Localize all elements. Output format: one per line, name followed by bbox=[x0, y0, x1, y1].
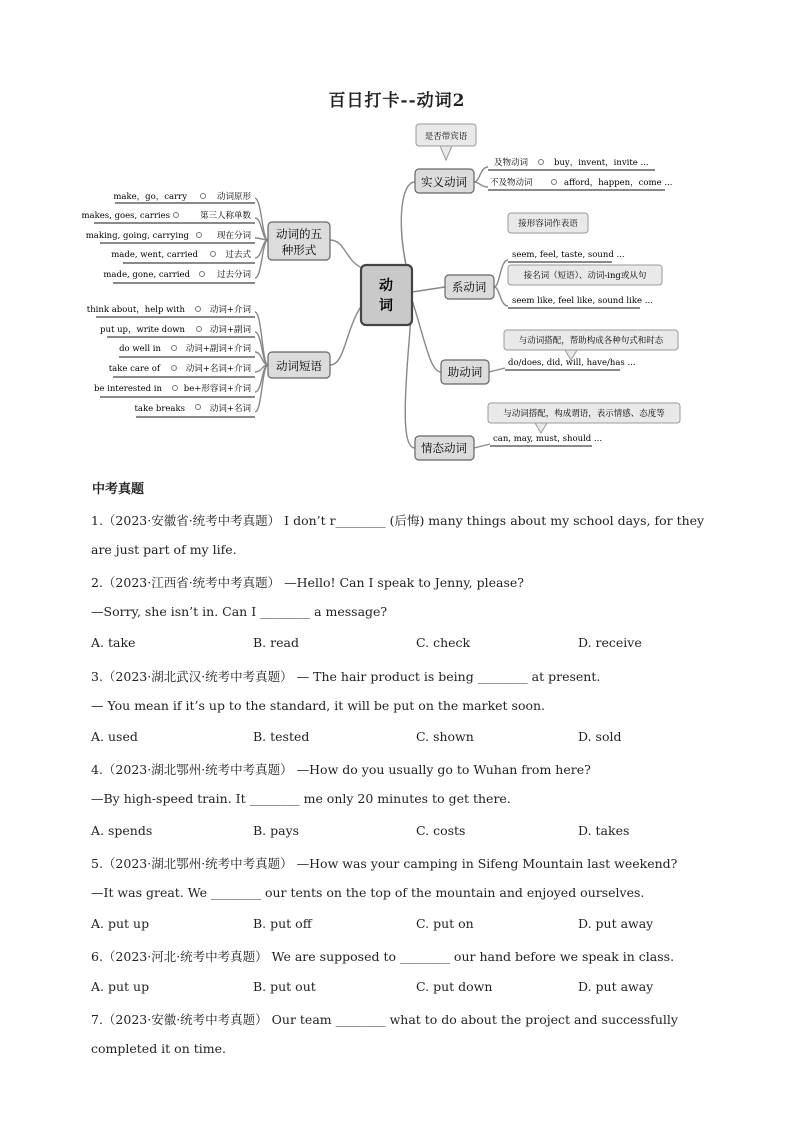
question-line: 4.（2023·湖北鄂州·统考中考真题） —How do you usually go to Wuhan from here? bbox=[91, 762, 591, 777]
option-a: A. spends bbox=[91, 823, 153, 838]
question-line: 6.（2023·河北·统考中考真题） We are supposed to ________ our hand before we speak in class. bbox=[91, 949, 675, 964]
phrase-en-6: take breaks bbox=[134, 404, 185, 414]
option-d: D. sold bbox=[578, 729, 622, 744]
form-en-5: made, gone, carried bbox=[103, 270, 190, 280]
option-b: B. pays bbox=[253, 823, 300, 838]
question-line: 1.（2023·安徽省·统考中考真题） I don’t r________ (后悔) many things about my school days, for they bbox=[91, 513, 705, 528]
form-zh-2: 第三人称单数 bbox=[199, 211, 251, 221]
note-auxiliary: 与动词搭配，帮助构成各种句式和时态 bbox=[518, 336, 664, 346]
question-line: 5.（2023·湖北鄂州·统考中考真题） —How was your camping in Sifeng Mountain last weekend? bbox=[91, 856, 678, 871]
option-c: C. put down bbox=[416, 979, 493, 994]
verb-mind-map bbox=[0, 0, 794, 470]
question-line: are just part of my life. bbox=[91, 542, 237, 557]
option-a: A. take bbox=[91, 635, 136, 650]
phrase-zh-3: 动词+副词+介词 bbox=[185, 344, 251, 354]
topic-notional-verbs: 实义动词 bbox=[421, 175, 467, 189]
option-b: B. put off bbox=[253, 916, 312, 931]
modal-item: can, may, must, should ... bbox=[493, 434, 603, 444]
phrase-en-5: be interested in bbox=[93, 384, 162, 394]
notional-key-1: 及物动词 bbox=[494, 158, 529, 168]
question-line: 2.（2023·江西省·统考中考真题） —Hello! Can I speak to Jenny, please? bbox=[91, 575, 524, 590]
question-line: — You mean if it’s up to the standard, it will be put on the market soon. bbox=[91, 698, 546, 713]
linking-item-2: seem like, feel like, sound like ... bbox=[512, 296, 653, 306]
question-line: 3.（2023·湖北武汉·统考中考真题） — The hair product is being ________ at present. bbox=[91, 669, 601, 684]
linking-item-1: seem, feel, taste, sound ... bbox=[512, 250, 625, 260]
center-label-1: 动 bbox=[379, 278, 393, 294]
option-a: A. put up bbox=[91, 916, 150, 931]
option-c: C. costs bbox=[416, 823, 466, 838]
phrase-zh-1: 动词+介词 bbox=[209, 305, 251, 315]
form-en-1: make，go，carry bbox=[113, 192, 187, 202]
option-c: C. shown bbox=[416, 729, 474, 744]
notional-val-1: buy，invent，invite ... bbox=[554, 158, 649, 168]
center-label-2: 词 bbox=[379, 298, 393, 314]
option-c: C. put on bbox=[416, 916, 474, 931]
note-object: 是否带宾语 bbox=[424, 132, 468, 142]
option-b: B. tested bbox=[253, 729, 310, 744]
note-modal: 与动词搭配，构成谓语，表示情感、态度等 bbox=[503, 409, 665, 419]
question-line: 7.（2023·安徽·统考中考真题） Our team ________ what to do about the project and successfully bbox=[91, 1012, 678, 1027]
option-d: D. put away bbox=[578, 916, 654, 931]
phrase-en-4: take care of bbox=[108, 364, 160, 374]
auxiliary-item: do/does, did, will, have/has ... bbox=[508, 358, 636, 368]
topic-modal-verbs: 情态动词 bbox=[421, 441, 467, 455]
option-d: D. takes bbox=[578, 823, 630, 838]
notional-key-2: 不及物动词 bbox=[490, 178, 533, 188]
form-zh-4: 过去式 bbox=[225, 250, 251, 260]
option-a: A. used bbox=[91, 729, 138, 744]
phrase-zh-4: 动词+名词+介词 bbox=[185, 364, 251, 374]
topic-five-forms-l1: 动词的五 bbox=[276, 227, 322, 241]
option-b: B. put out bbox=[253, 979, 316, 994]
page-title: 百日打卡--动词2 bbox=[328, 91, 466, 111]
notional-val-2: afford，happen，come ... bbox=[564, 178, 673, 188]
phrase-zh-6: 动词+名词 bbox=[209, 404, 251, 414]
form-zh-5: 过去分词 bbox=[216, 270, 251, 280]
form-zh-1: 动词原形 bbox=[216, 192, 251, 202]
option-d: D. receive bbox=[578, 635, 642, 650]
phrase-en-2: put up，write down bbox=[100, 325, 185, 335]
question-line: —By high-speed train. It ________ me only 20 minutes to get there. bbox=[91, 791, 511, 806]
phrase-en-3: do well in bbox=[119, 344, 161, 354]
option-b: B. read bbox=[253, 635, 299, 650]
topic-five-forms-l2: 种形式 bbox=[281, 243, 317, 257]
form-en-3: making, going, carrying bbox=[85, 231, 189, 241]
note-adjective: 接形容词作表语 bbox=[518, 219, 578, 229]
form-zh-3: 现在分词 bbox=[216, 231, 251, 241]
option-a: A. put up bbox=[91, 979, 150, 994]
section-title: 中考真题 bbox=[92, 482, 145, 497]
option-c: C. check bbox=[416, 635, 471, 650]
note-noun-clause: 接名词（短语）、动词-ing或从句 bbox=[523, 271, 647, 281]
form-en-4: made, went, carried bbox=[111, 250, 198, 260]
form-en-2: makes, goes, carries bbox=[81, 211, 170, 221]
phrase-en-1: think about，help with bbox=[86, 305, 185, 315]
topic-auxiliary-verbs: 助动词 bbox=[447, 365, 483, 379]
phrase-zh-5: be+形容词+介词 bbox=[183, 384, 251, 394]
topic-phrases: 动词短语 bbox=[276, 359, 322, 373]
phrase-zh-2: 动词+副词 bbox=[209, 325, 251, 335]
topic-linking-verbs: 系动词 bbox=[451, 280, 487, 294]
question-line: —Sorry, she isn’t in. Can I ________ a message? bbox=[91, 604, 388, 619]
center-node bbox=[361, 265, 412, 325]
question-line: —It was great. We ________ our tents on the top of the mountain and enjoyed ourselves. bbox=[91, 885, 645, 900]
option-d: D. put away bbox=[578, 979, 654, 994]
question-line: completed it on time. bbox=[91, 1041, 226, 1056]
